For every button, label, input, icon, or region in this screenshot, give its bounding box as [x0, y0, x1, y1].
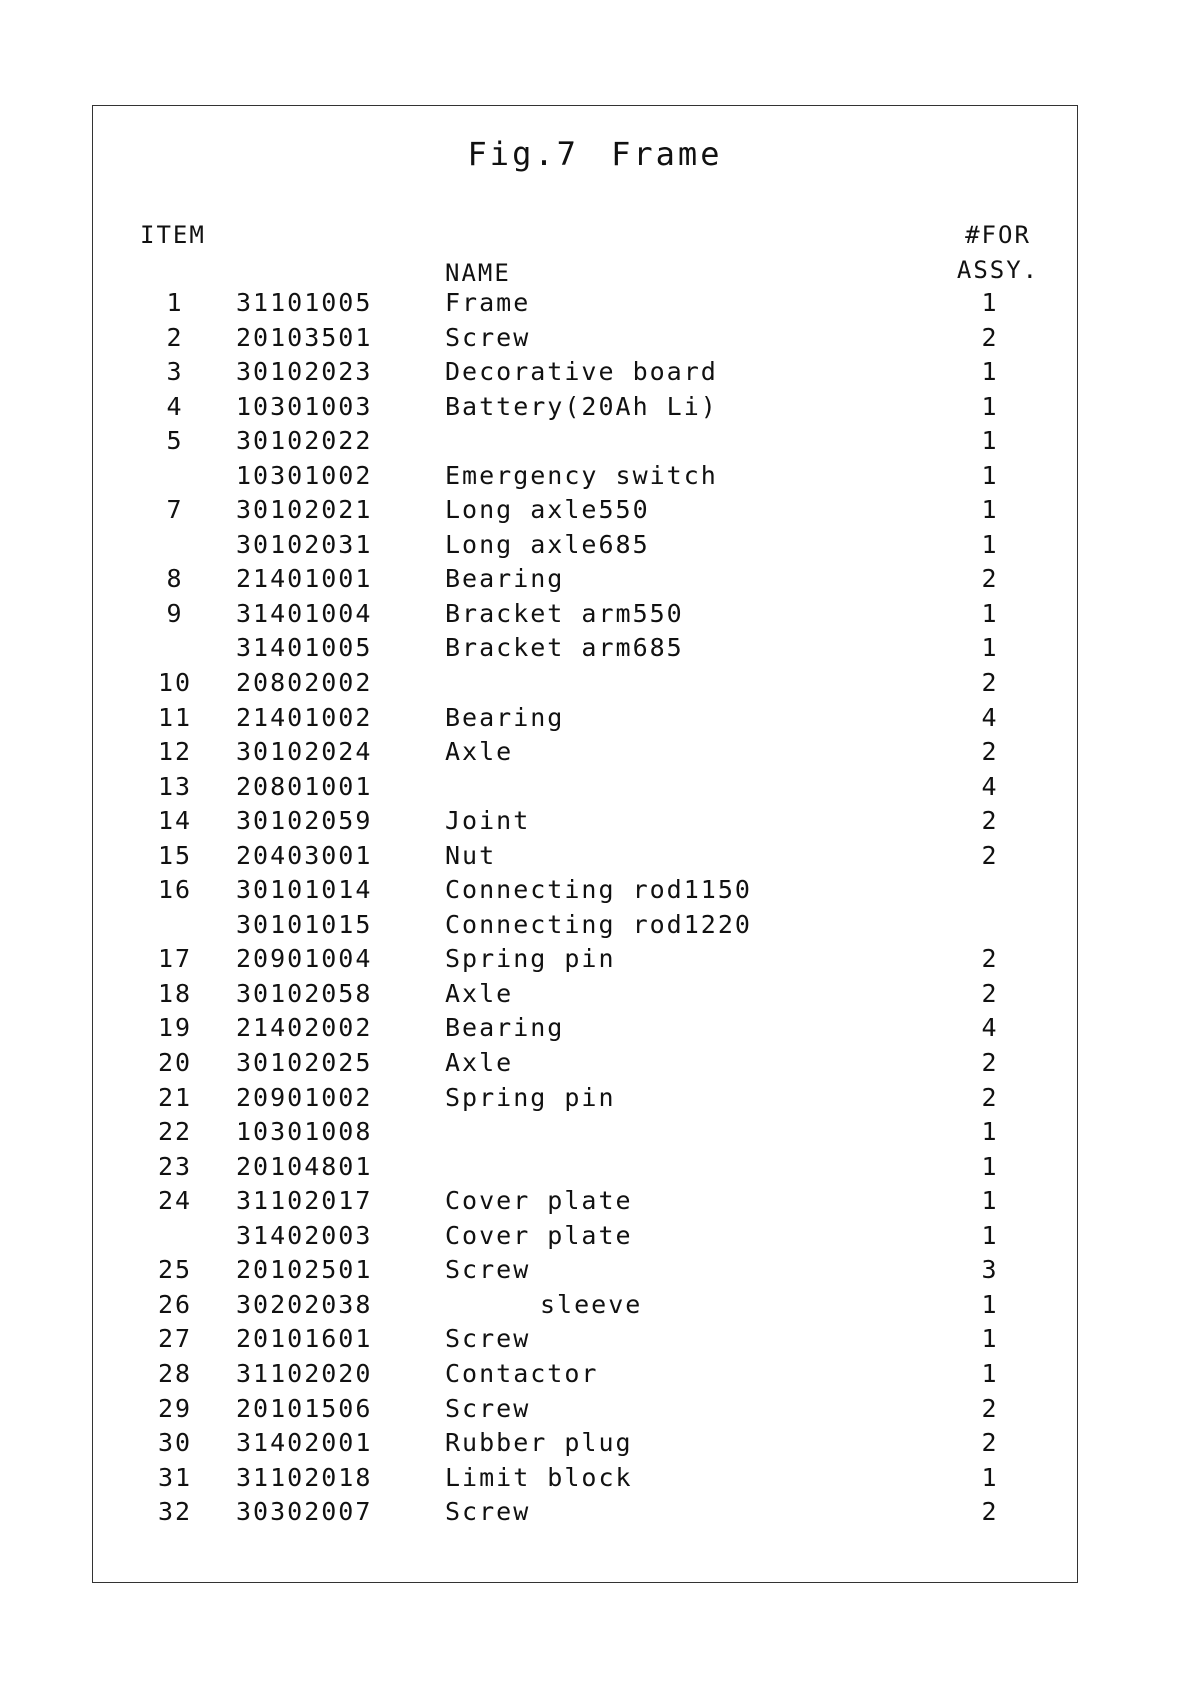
part-code: 21401001: [236, 564, 373, 594]
item-number: 24: [157, 1186, 193, 1216]
table-row: [0, 735, 1190, 770]
part-code: 30102025: [236, 1048, 373, 1078]
table-row: [0, 770, 1190, 805]
quantity: 1: [981, 1462, 999, 1492]
item-number: 19: [157, 1013, 193, 1043]
table-row: [0, 597, 1190, 632]
item-number: 15: [157, 840, 193, 870]
item-number: 20: [157, 1048, 193, 1078]
item-number: 1: [166, 288, 184, 317]
table-row: [0, 1322, 1190, 1357]
quantity: 2: [981, 840, 999, 870]
table-row: [0, 1115, 1190, 1150]
table-row: [0, 1081, 1190, 1116]
part-code: 21401002: [236, 702, 373, 732]
part-name: Cover plate: [445, 1186, 633, 1216]
quantity: 2: [981, 322, 999, 352]
quantity: 2: [981, 1428, 999, 1458]
part-code: 31102020: [236, 1358, 373, 1388]
item-number: 4: [166, 391, 184, 421]
part-name: Contactor: [445, 1358, 599, 1388]
quantity: 4: [981, 771, 999, 801]
item-number: 16: [157, 875, 193, 905]
quantity: 3: [981, 1255, 999, 1285]
table-row: [0, 873, 1190, 908]
part-code: 20403001: [236, 840, 373, 870]
item-number: 7: [166, 495, 184, 525]
part-code: 30102021: [236, 495, 373, 525]
part-name: Connecting rod1220: [445, 909, 752, 939]
part-name: Screw: [445, 1497, 531, 1527]
part-code: 21402002: [236, 1013, 373, 1043]
table-row: [0, 1253, 1190, 1288]
table-row: [0, 1461, 1190, 1496]
part-name: Bracket arm685: [445, 633, 684, 663]
header-assy: ASSY.: [956, 256, 1040, 284]
page-title: Fig.7 Frame: [467, 135, 723, 173]
part-name: sleeve: [540, 1289, 643, 1319]
item-number: 14: [157, 806, 193, 836]
item-number: 9: [166, 598, 184, 628]
quantity: 1: [981, 1151, 999, 1181]
table-row: [0, 1426, 1190, 1461]
part-code: 20802002: [236, 668, 373, 698]
quantity: 1: [981, 357, 999, 387]
item-number: 10: [157, 668, 193, 698]
part-name: Frame: [445, 288, 531, 317]
quantity: 2: [981, 1082, 999, 1112]
quantity: 1: [981, 426, 999, 456]
item-number: 11: [157, 702, 193, 732]
table-row: [0, 528, 1190, 563]
item-number: 27: [157, 1324, 193, 1354]
part-code: 20103501: [236, 322, 373, 352]
part-code: 20102501: [236, 1255, 373, 1285]
table-row: [0, 1392, 1190, 1427]
item-number: 26: [157, 1289, 193, 1319]
part-name: Limit block: [445, 1462, 633, 1492]
table-row: [0, 1184, 1190, 1219]
part-code: 30102059: [236, 806, 373, 836]
quantity: 1: [981, 288, 999, 317]
part-code: 30101015: [236, 909, 373, 939]
header-for: #FOR: [965, 221, 1031, 249]
quantity: 1: [981, 1117, 999, 1147]
quantity: 1: [981, 633, 999, 663]
item-number: 30: [157, 1428, 193, 1458]
quantity: 2: [981, 944, 999, 974]
part-code: 31402003: [236, 1220, 373, 1250]
part-name: Bracket arm550: [445, 598, 684, 628]
part-name: Long axle550: [445, 495, 650, 525]
part-name: Bearing: [445, 702, 565, 732]
item-number: 3: [166, 357, 184, 387]
part-code: 31102018: [236, 1462, 373, 1492]
item-number: 13: [157, 771, 193, 801]
quantity: 2: [981, 1497, 999, 1527]
part-code: 10301002: [236, 460, 373, 490]
item-number: 2: [166, 322, 184, 352]
quantity: 1: [981, 529, 999, 559]
quantity: 1: [981, 495, 999, 525]
table-row: [0, 666, 1190, 701]
item-number: 28: [157, 1358, 193, 1388]
quantity: 1: [981, 391, 999, 421]
item-number: 31: [157, 1462, 193, 1492]
part-name: Bearing: [445, 1013, 565, 1043]
quantity: 2: [981, 978, 999, 1008]
table-row: [0, 804, 1190, 839]
quantity: 2: [981, 1048, 999, 1078]
item-number: 23: [157, 1151, 193, 1181]
quantity: 1: [981, 1358, 999, 1388]
item-number: 18: [157, 978, 193, 1008]
part-code: 20901004: [236, 944, 373, 974]
part-code: 20101506: [236, 1393, 373, 1423]
table-row: [0, 286, 1190, 321]
part-name: Joint: [445, 806, 531, 836]
part-code: 31102017: [236, 1186, 373, 1216]
table-row: [0, 321, 1190, 356]
part-name: Connecting rod1150: [445, 875, 752, 905]
table-row: [0, 1495, 1190, 1530]
quantity: 2: [981, 668, 999, 698]
table-row: [0, 631, 1190, 666]
item-number: 32: [157, 1497, 193, 1527]
part-name: Axle: [445, 978, 514, 1008]
table-row: [0, 424, 1190, 459]
part-name: Spring pin: [445, 944, 616, 974]
quantity: 2: [981, 806, 999, 836]
item-number: 8: [166, 564, 184, 594]
part-code: 20101601: [236, 1324, 373, 1354]
item-number: 21: [157, 1082, 193, 1112]
part-code: 10301003: [236, 391, 373, 421]
part-name: Long axle685: [445, 529, 650, 559]
table-row: [0, 942, 1190, 977]
part-code: 20104801: [236, 1151, 373, 1181]
part-code: 30102031: [236, 529, 373, 559]
quantity: 1: [981, 460, 999, 490]
quantity: 1: [981, 1289, 999, 1319]
table-row: [0, 839, 1190, 874]
part-name: Decorative board: [445, 357, 718, 387]
quantity: 2: [981, 564, 999, 594]
part-code: 20801001: [236, 771, 373, 801]
quantity: 4: [981, 1013, 999, 1043]
item-number: 12: [157, 737, 193, 767]
part-name: Screw: [445, 1255, 531, 1285]
part-name: Spring pin: [445, 1082, 616, 1112]
part-code: 20901002: [236, 1082, 373, 1112]
quantity: 4: [981, 702, 999, 732]
table-row: [0, 459, 1190, 494]
table-row: [0, 1046, 1190, 1081]
part-code: 30102024: [236, 737, 373, 767]
part-name: Screw: [445, 1324, 531, 1354]
item-number: 17: [157, 944, 193, 974]
quantity: 2: [981, 1393, 999, 1423]
table-row: [0, 1150, 1190, 1185]
table-row: [0, 562, 1190, 597]
table-row: [0, 977, 1190, 1012]
part-name: Emergency switch: [445, 460, 718, 490]
part-code: 30302007: [236, 1497, 373, 1527]
part-code: 30202038: [236, 1289, 373, 1319]
part-name: Axle: [445, 1048, 514, 1078]
part-name: Rubber plug: [445, 1428, 633, 1458]
table-row: [0, 493, 1190, 528]
part-name: Screw: [445, 322, 531, 352]
part-name: Axle: [445, 737, 514, 767]
quantity: 1: [981, 1220, 999, 1250]
quantity: 2: [981, 737, 999, 767]
table-row: [0, 1357, 1190, 1392]
quantity: 1: [981, 1186, 999, 1216]
table-row: [0, 701, 1190, 736]
table-row: [0, 355, 1190, 390]
item-number: 22: [157, 1117, 193, 1147]
part-name: Cover plate: [445, 1220, 633, 1250]
part-name: Battery(20Ah Li): [445, 391, 718, 421]
part-code: 31401005: [236, 633, 373, 663]
part-code: 30102058: [236, 978, 373, 1008]
part-code: 30102023: [236, 357, 373, 387]
item-number: 25: [157, 1255, 193, 1285]
quantity: 1: [981, 1324, 999, 1354]
header-item: ITEM: [140, 221, 206, 249]
part-code: 31401004: [236, 598, 373, 628]
table-row: [0, 1011, 1190, 1046]
part-code: 30102022: [236, 426, 373, 456]
item-number: 5: [166, 426, 184, 456]
header-name: NAME: [445, 259, 511, 287]
part-name: Bearing: [445, 564, 565, 594]
part-name: Nut: [445, 840, 497, 870]
part-code: 30101014: [236, 875, 373, 905]
table-row: [0, 1288, 1190, 1323]
table-row: [0, 908, 1190, 943]
parts-list: [0, 286, 1190, 1530]
quantity: 1: [981, 598, 999, 628]
part-code: 31101005: [236, 288, 373, 317]
part-code: 10301008: [236, 1117, 373, 1147]
item-number: 29: [157, 1393, 193, 1423]
part-code: 31402001: [236, 1428, 373, 1458]
table-row: [0, 390, 1190, 425]
part-name: Screw: [445, 1393, 531, 1423]
table-row: [0, 1219, 1190, 1254]
